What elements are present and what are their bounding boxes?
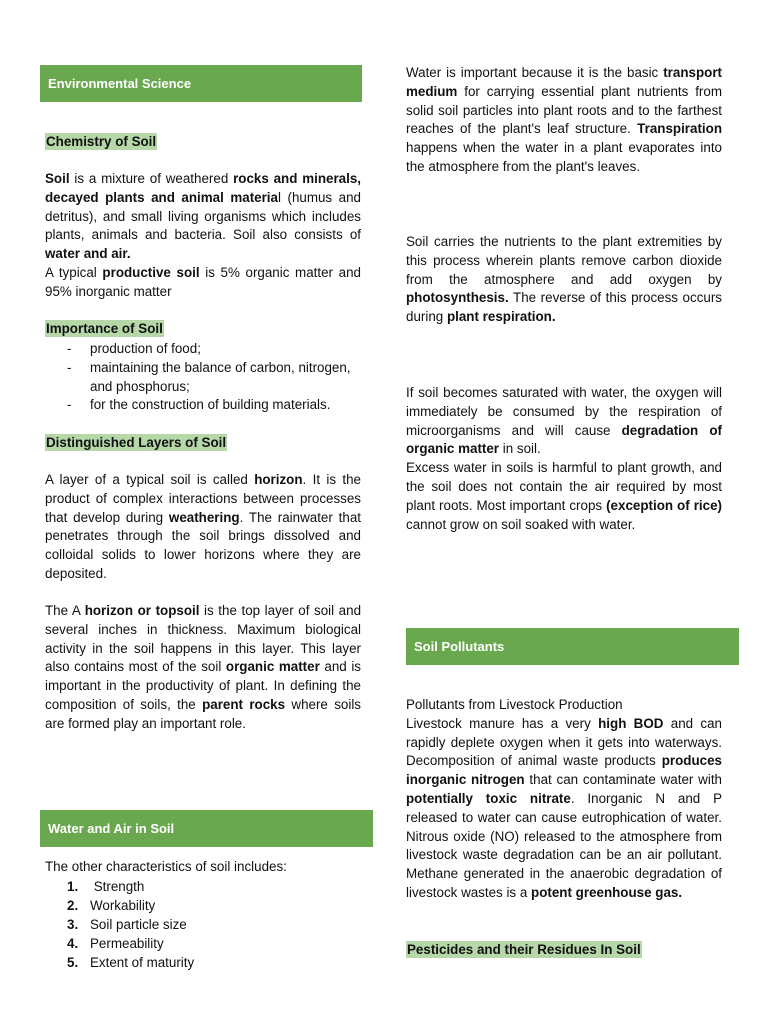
section-heading-layers <box>45 434 227 451</box>
layers-text-part: A layer of a typical soil is called <box>45 472 255 487</box>
list-item <box>45 934 361 953</box>
importance-list <box>45 340 361 415</box>
productive-soil-text <box>45 264 361 302</box>
term-horizon-topsoil: horizon or topsoil <box>84 603 200 618</box>
list-item-text: Soil particle size <box>90 916 187 932</box>
pollutants-text <box>406 715 722 903</box>
term-rocks-minerals: rocks and minerals, decayed plants and animal materia <box>45 171 361 205</box>
productive-text-part: is 5% organic matter and 95% inorganic matter <box>45 264 361 299</box>
term-water-air: water and air. <box>45 246 131 262</box>
chemistry-text <box>45 170 361 264</box>
banner-soil-pollutants <box>406 628 739 665</box>
pollutants-text-part: and can rapidly deplete oxygen when it gets into waterways. Decomposition of animal waste products <box>406 715 722 769</box>
term-weathering: weathering <box>168 509 240 525</box>
heading-importance-of-soil: Importance of Soil <box>46 321 163 336</box>
water-text-part: The reverse of this process occurs during <box>406 290 722 325</box>
layers-text-part: is the top layer of soil and several inches in thickness. Maximum biological activity in the soil happens in this layer. This layer also contains most of the soil <box>45 603 362 675</box>
water-text-4 <box>406 459 722 534</box>
section-heading-pesticides <box>406 941 642 958</box>
water-paragraph-2 <box>406 233 722 327</box>
banner-water-air <box>40 810 373 847</box>
heading-distinguished-layers: Distinguished Layers of Soil <box>46 435 227 450</box>
water-text-1 <box>406 64 722 177</box>
term-potent-greenhouse-gas: potent greenhouse gas. <box>531 884 683 900</box>
water-text-part: in soil. <box>499 441 541 457</box>
importance-list-wrap <box>45 340 361 415</box>
water-text-3 <box>406 384 722 459</box>
term-parent-rocks: parent rocks <box>202 696 286 712</box>
water-paragraph-3 <box>406 384 722 534</box>
list-item-text: maintaining the balance of carbon, nitrogen, and phosphorus; <box>90 359 351 394</box>
layers-text-part: . The rainwater that penetrates through the soil brings dissolved and colloidal solids to lower horizons where they are deposited. <box>45 509 361 581</box>
term-organic-matter: organic matter <box>225 659 320 675</box>
heading-pesticides-residues: Pesticides and their Residues In Soil <box>407 942 641 957</box>
list-item <box>45 953 361 972</box>
banner-soil-pollutants-label: Soil Pollutants <box>414 639 505 654</box>
layers-paragraph-1 <box>45 471 361 584</box>
term-transport-medium: transport medium <box>406 65 722 99</box>
layers-text-1 <box>45 471 361 584</box>
chemistry-text-part: is a mixture of weathered <box>69 171 234 186</box>
layers-paragraph-2 <box>45 602 361 734</box>
term-degradation-organic-matter: degradation of organic matter <box>406 422 722 457</box>
banner-environmental-science <box>40 65 362 102</box>
term-produces-inorganic-nitrogen: produces inorganic nitrogen <box>406 753 722 788</box>
list-item <box>45 340 361 359</box>
water-paragraph-1 <box>406 64 722 177</box>
dash-marker: - <box>67 359 72 375</box>
term-high-bod: high BOD <box>598 715 664 731</box>
list-item-text: production of food; <box>90 341 201 356</box>
characteristics-intro: The other characteristics of soil includes: <box>45 859 287 874</box>
list-number: 1. <box>67 878 79 894</box>
pollutants-text-part: Livestock manure has a very <box>406 715 599 731</box>
banner-water-air-label: Water and Air in Soil <box>48 821 175 836</box>
chemistry-text-part: l (humus and detritus), and small living organisms which includes plants, animals and bacteria. Soil also consists of <box>45 189 361 243</box>
section-heading-chemistry <box>45 133 157 150</box>
dash-marker: - <box>67 341 72 356</box>
chemistry-paragraph <box>45 170 361 302</box>
list-item-text: Workability <box>90 897 156 913</box>
list-number: 2. <box>67 897 79 913</box>
water-text-2 <box>406 233 722 327</box>
water-text-part: Water is important because it is the basic <box>406 65 664 80</box>
list-item <box>45 359 361 397</box>
term-soil: Soil <box>45 171 70 186</box>
term-plant-respiration: plant respiration. <box>446 309 556 325</box>
water-text-part: happens when the water in a plant evaporates into the atmosphere from the plant's leaves. <box>406 140 722 174</box>
layers-text-part: where soils are formed play an important role. <box>45 696 362 731</box>
term-horizon: horizon <box>254 472 303 487</box>
pollutants-text-part: . Inorganic N and P released to water can cause eutrophication of water. Nitrous oxide (NO) released to the atmosphere from livestock waste degradation can be an air pollutant. Methane generated in the anaerobic degradation of livestock wastes is a <box>406 790 722 900</box>
layers-text-part: The A <box>45 603 85 618</box>
list-item-text: Extent of maturity <box>90 954 195 970</box>
list-item <box>45 915 361 934</box>
pollutants-paragraph <box>406 696 722 903</box>
section-heading-importance <box>45 320 164 337</box>
water-text-part: If soil becomes saturated with water, the oxygen will immediately be consumed by the respiration of microorganisms and will cause <box>406 385 722 438</box>
list-number: 4. <box>67 935 79 951</box>
term-exception-of-rice: (exception of rice) <box>606 497 722 513</box>
list-number: 3. <box>67 916 79 932</box>
dash-marker: - <box>67 397 72 413</box>
list-item-text: for the construction of building materials. <box>90 397 331 413</box>
pollutants-subtitle: Pollutants from Livestock Production <box>406 697 623 712</box>
term-transpiration: Transpiration <box>637 121 722 137</box>
list-item <box>45 896 361 915</box>
list-number: 5. <box>67 954 79 970</box>
list-item <box>45 396 361 415</box>
heading-chemistry-of-soil: Chemistry of Soil <box>46 134 157 149</box>
characteristics-list <box>45 877 361 972</box>
term-productive-soil: productive soil <box>102 264 200 280</box>
layers-text-part: and is important in the productivity of plant. In defining the composition of soils, the <box>45 659 361 712</box>
pollutants-text-part: that can contaminate water with <box>524 772 722 788</box>
water-text-part: cannot grow on soil soaked with water. <box>406 516 636 532</box>
water-text-part: Soil carries the nutrients to the plant extremities by this process wherein plants remove carbon dioxide from the atmosphere and add oxygen by <box>406 234 722 287</box>
layers-text-part: . It is the product of complex interactions between processes that develop during <box>45 472 361 525</box>
water-text-part: for carrying essential plant nutrients from solid soil particles into plant roots and to the farthest reaches of the plant's leaf structure. <box>406 83 722 137</box>
layers-text-2 <box>45 602 361 734</box>
productive-text-part: A typical <box>45 264 103 280</box>
list-item-text: Strength <box>90 878 145 894</box>
term-toxic-nitrate: potentially toxic nitrate <box>406 790 571 806</box>
water-text-part: Excess water in soils is harmful to plant growth, and the soil does not contain the air required by most plant roots. Most important crops <box>406 460 722 513</box>
characteristics-block <box>45 858 361 972</box>
list-item-text: Permeability <box>90 935 164 951</box>
term-photosynthesis: photosynthesis. <box>406 290 509 306</box>
list-item <box>45 877 361 896</box>
banner-environmental-science-label: Environmental Science <box>48 76 192 91</box>
